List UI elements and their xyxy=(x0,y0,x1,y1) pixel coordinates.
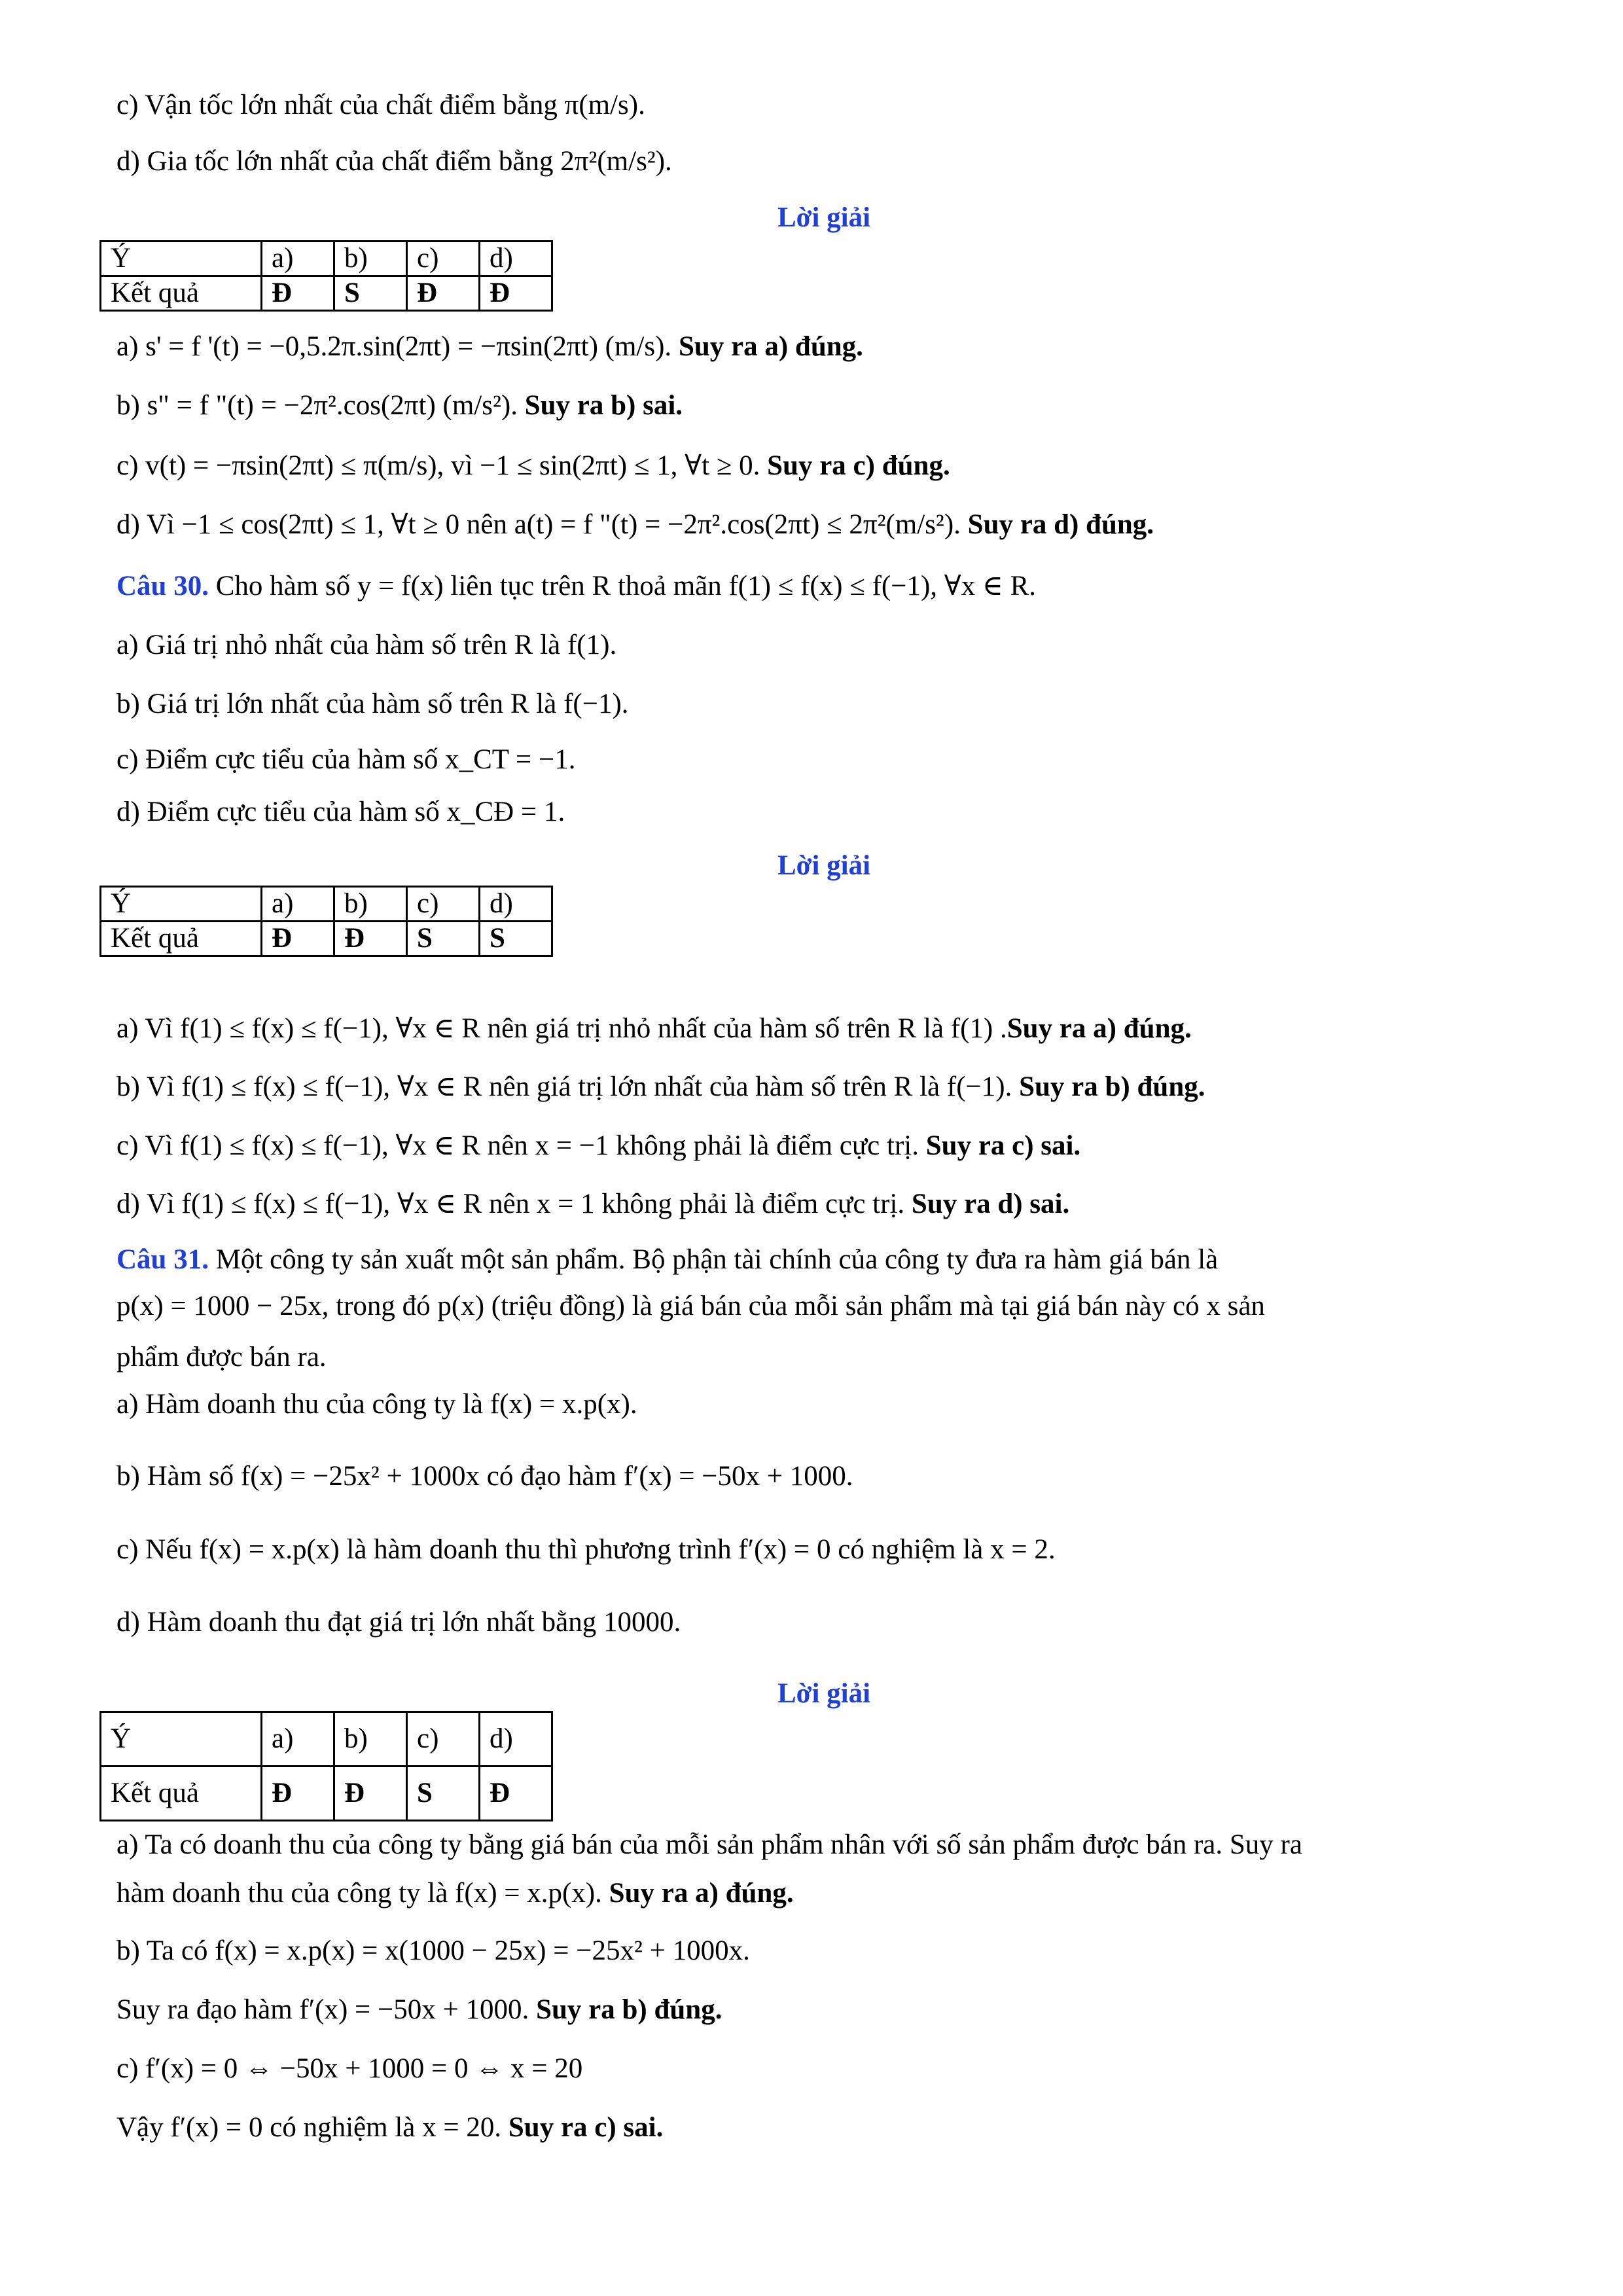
solution-text: d) Vì f(1) ≤ f(x) ≤ f(−1), ∀x ∈ R nên x = 1 không phải là điểm cực trị. xyxy=(116,1189,912,1219)
question-label: Câu 30. xyxy=(116,571,209,601)
q30-solution-heading: Lời giải xyxy=(777,850,871,881)
q31-option-c: c) Nếu f(x) = x.p(x) là hàm doanh thu thì phương trình f′(x) = 0 có nghiệm là x = 2. xyxy=(116,1534,1056,1565)
q30-solution-d xyxy=(116,1186,1531,1223)
solution-text: b) Vì f(1) ≤ f(x) ≤ f(−1), ∀x ∈ R nên giá trị lớn nhất của hàm số trên R là f(−1). xyxy=(116,1071,1020,1102)
q31-solution-a-line-1: a) Ta có doanh thu của công ty bằng giá bán của mỗi sản phẩm nhân với số sản phẩm được bán ra. Suy ra xyxy=(116,1829,1302,1860)
solution-conclusion: Suy ra c) sai. xyxy=(925,1130,1081,1161)
solution-text: hàm doanh thu của công ty là f(x) = x.p(x). xyxy=(116,1878,609,1909)
solution-conclusion: Suy ra a) đúng. xyxy=(678,331,863,362)
table-header-cell: c) xyxy=(407,1712,480,1767)
question-text: Cho hàm số y = f(x) liên tục trên R thoả mãn f(1) ≤ f(x) ≤ f(−1), ∀x ∈ R. xyxy=(208,571,1037,601)
table-header-cell: a) xyxy=(262,242,334,276)
solution-text: a) s' = f '(t) = −0,5.2π.sin(2πt) = −πsin(2πt) (m/s). xyxy=(116,331,679,362)
solution-text: c) Vì f(1) ≤ f(x) ≤ f(−1), ∀x ∈ R nên x = −1 không phải là điểm cực trị. xyxy=(116,1130,926,1161)
q29-option-d: d) Gia tốc lớn nhất của chất điểm bằng 2π²(m/s²). xyxy=(116,146,672,177)
table-header-cell: Ý xyxy=(101,242,262,276)
table-result-cell: Đ xyxy=(407,276,480,311)
q31-solution-c-line-1: c) f′(x) = 0 ⇔ −50x + 1000 = 0 ⇔ x = 20 xyxy=(116,2053,583,2084)
solution-conclusion: Suy ra b) đúng. xyxy=(1019,1071,1205,1102)
q29-solution-d xyxy=(116,507,1531,543)
table-result-cell: Đ xyxy=(480,276,552,311)
table-result-cell: Đ xyxy=(262,922,334,956)
table-header-cell: c) xyxy=(407,242,480,276)
solution-conclusion: Suy ra d) đúng. xyxy=(967,509,1154,540)
solution-text: Suy ra đạo hàm f′(x) = −50x + 1000. xyxy=(116,1994,537,2025)
solution-conclusion: Suy ra c) đúng. xyxy=(767,450,950,481)
table-header-cell: b) xyxy=(334,1712,407,1767)
solution-conclusion: Suy ra a) đúng. xyxy=(1007,1013,1192,1044)
table-result-cell: Đ xyxy=(480,1767,552,1821)
q30-option-a: a) Giá trị nhỏ nhất của hàm số trên R là f(1). xyxy=(116,630,617,660)
table-result-cell: Đ xyxy=(334,1767,407,1821)
q30-option-c: c) Điểm cực tiểu của hàm số x_CT = −1. xyxy=(116,744,576,775)
q31-solution-c-line-2 xyxy=(116,2109,1531,2146)
table-result-cell: Đ xyxy=(262,1767,334,1821)
q31-option-a: a) Hàm doanh thu của công ty là f(x) = x.p(x). xyxy=(116,1389,637,1420)
table-header-cell: Ý xyxy=(101,887,262,922)
q31-stem-line-2: p(x) = 1000 − 25x, trong đó p(x) (triệu đồng) là giá bán của mỗi sản phẩm mà tại giá bán này có x sản xyxy=(116,1291,1265,1321)
q31-stem-line-3: phẩm được bán ra. xyxy=(116,1342,327,1372)
q29-solution-a xyxy=(116,329,1531,365)
table-result-cell: S xyxy=(334,276,407,311)
table-header-cell: d) xyxy=(480,242,552,276)
table-header-cell: a) xyxy=(262,887,334,922)
table-header-cell: a) xyxy=(262,1712,334,1767)
q29-solution-b xyxy=(116,387,1531,424)
solution-text: a) Vì f(1) ≤ f(x) ≤ f(−1), ∀x ∈ R nên giá trị nhỏ nhất của hàm số trên R là f(1) . xyxy=(116,1013,1007,1044)
q31-solution-a-line-2 xyxy=(116,1875,1531,1912)
q31-option-b: b) Hàm số f(x) = −25x² + 1000x có đạo hàm f′(x) = −50x + 1000. xyxy=(116,1461,853,1492)
table-result-cell: Đ xyxy=(262,276,334,311)
table-row-label: Kết quả xyxy=(101,276,262,311)
q29-answer-table xyxy=(99,240,553,312)
table-result-cell: S xyxy=(480,922,552,956)
q29-option-c: c) Vận tốc lớn nhất của chất điểm bằng π(m/s). xyxy=(116,90,645,120)
table-header-cell: c) xyxy=(407,887,480,922)
table-header-cell: d) xyxy=(480,887,552,922)
q30-option-b: b) Giá trị lớn nhất của hàm số trên R là f(−1). xyxy=(116,689,629,719)
solution-text: b) s" = f "(t) = −2π².cos(2πt) (m/s²). xyxy=(116,390,525,421)
q30-answer-table xyxy=(99,886,553,957)
table-header-cell: d) xyxy=(480,1712,552,1767)
q30-solution-c xyxy=(116,1128,1531,1164)
table-result-cell: S xyxy=(407,1767,480,1821)
solution-conclusion: Suy ra c) sai. xyxy=(508,2112,664,2143)
q30-solution-a xyxy=(116,1011,1531,1047)
table-row-label: Kết quả xyxy=(101,1767,262,1821)
q31-solution-heading: Lời giải xyxy=(777,1678,871,1709)
q29-solution-c xyxy=(116,448,1531,484)
solution-conclusion: Suy ra b) sai. xyxy=(524,390,683,421)
q31-solution-b-line-2 xyxy=(116,1992,1531,2028)
table-result-cell: Đ xyxy=(334,922,407,956)
q30-option-d: d) Điểm cực tiểu của hàm số x_CĐ = 1. xyxy=(116,797,565,827)
q31-option-d: d) Hàm doanh thu đạt giá trị lớn nhất bằng 10000. xyxy=(116,1607,681,1638)
solution-conclusion: Suy ra d) sai. xyxy=(911,1189,1070,1219)
q31-stem xyxy=(116,1242,1531,1278)
solution-conclusion: Suy ra b) đúng. xyxy=(536,1994,722,2025)
q31-answer-table xyxy=(99,1711,553,1821)
table-result-cell: S xyxy=(407,922,480,956)
solution-text: d) Vì −1 ≤ cos(2πt) ≤ 1, ∀t ≥ 0 nên a(t) = f "(t) = −2π².cos(2πt) ≤ 2π²(m/s²). xyxy=(116,509,968,540)
q31-solution-b-line-1: b) Ta có f(x) = x.p(x) = x(1000 − 25x) = −25x² + 1000x. xyxy=(116,1935,750,1966)
solution-text: Vậy f′(x) = 0 có nghiệm là x = 20. xyxy=(116,2112,508,2143)
table-header-cell: b) xyxy=(334,887,407,922)
table-row-label: Kết quả xyxy=(101,922,262,956)
solution-text: c) v(t) = −πsin(2πt) ≤ π(m/s), vì −1 ≤ sin(2πt) ≤ 1, ∀t ≥ 0. xyxy=(116,450,768,481)
question-label: Câu 31. xyxy=(116,1244,209,1275)
q29-solution-heading: Lời giải xyxy=(777,202,871,233)
q30-solution-b xyxy=(116,1069,1531,1105)
question-text: Một công ty sản xuất một sản phẩm. Bộ phận tài chính của công ty đưa ra hàm giá bán là xyxy=(208,1244,1219,1275)
table-header-cell: b) xyxy=(334,242,407,276)
table-header-cell: Ý xyxy=(101,1712,262,1767)
q30-stem xyxy=(116,568,1531,605)
solution-conclusion: Suy ra a) đúng. xyxy=(609,1878,794,1909)
